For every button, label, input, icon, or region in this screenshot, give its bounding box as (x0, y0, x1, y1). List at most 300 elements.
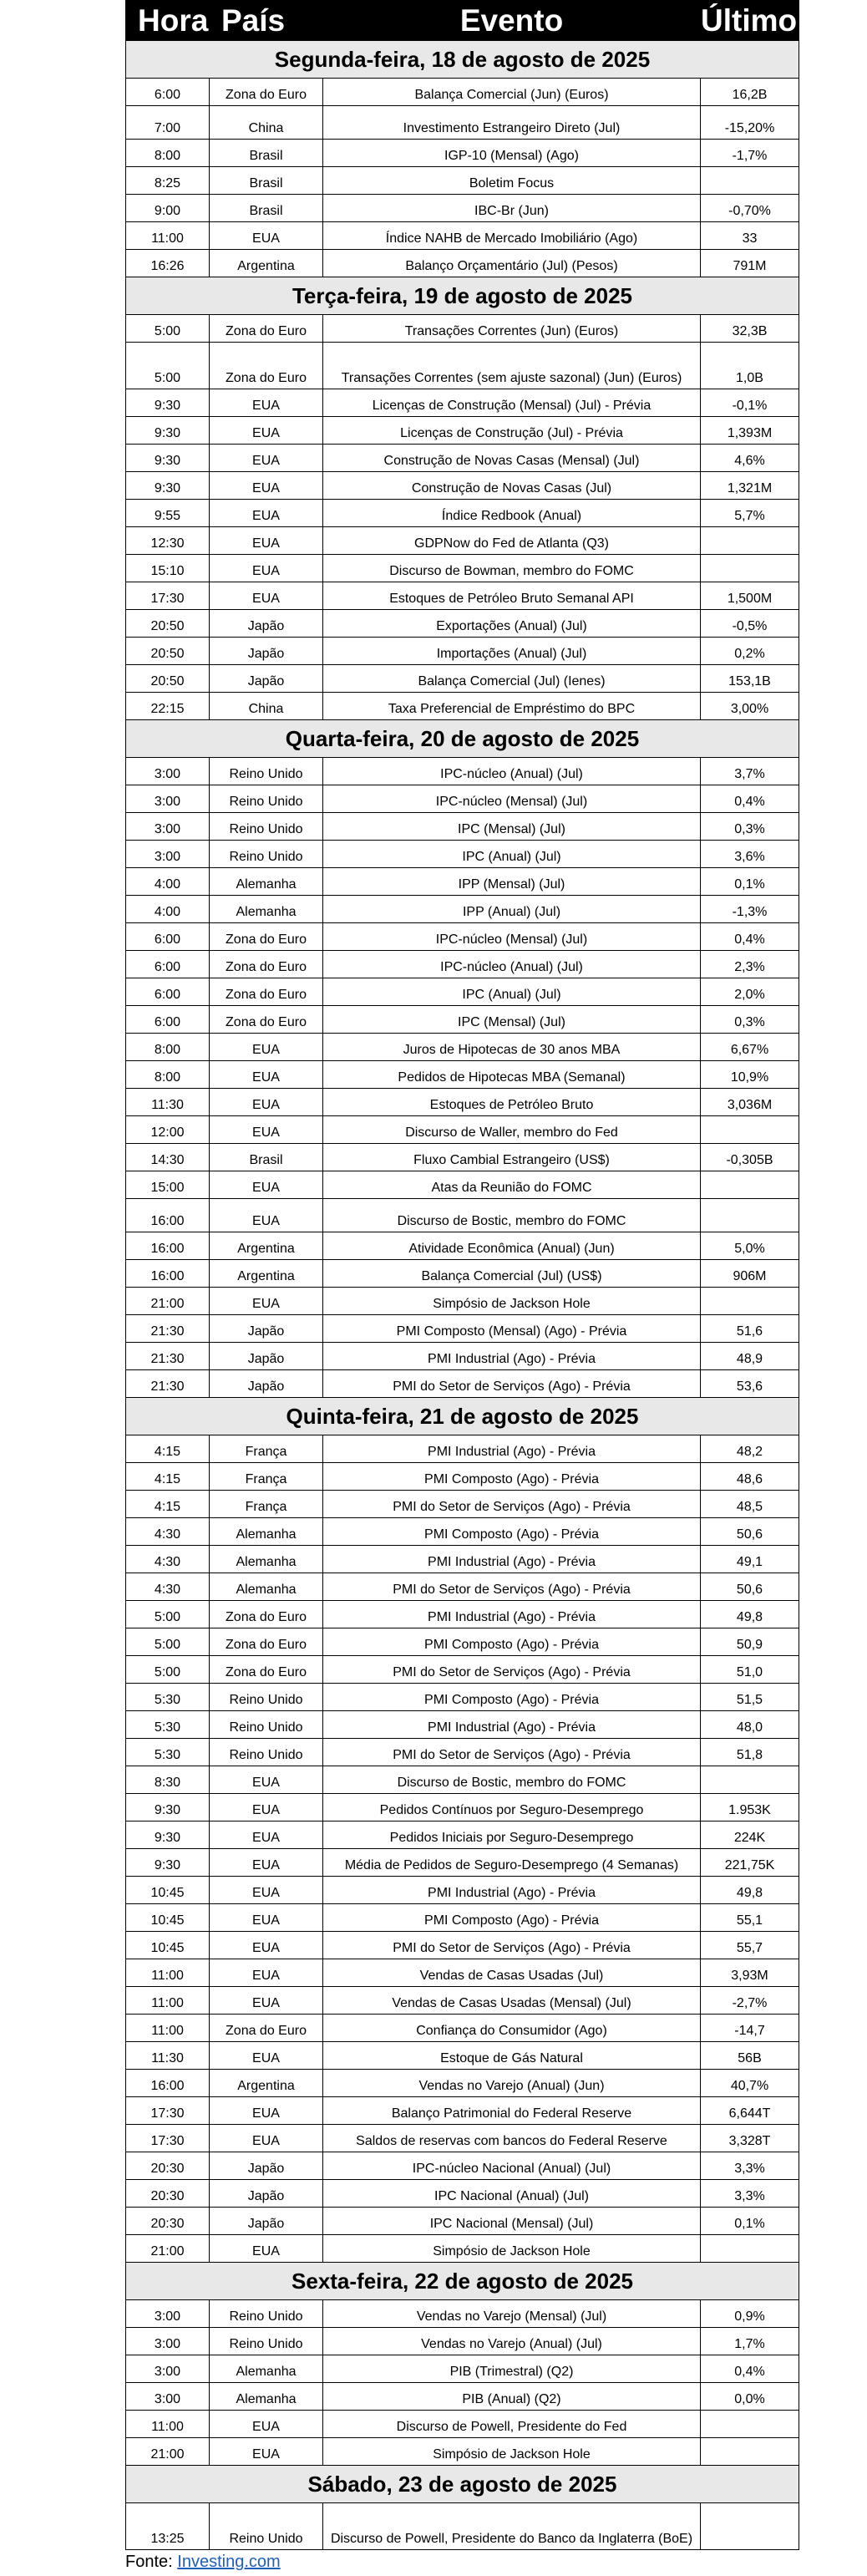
cell-pais: Brasil (210, 140, 323, 167)
cell-evento: Transações Correntes (sem ajuste sazonal) (Jun) (Euros) (323, 343, 701, 389)
cell-evento: PMI do Setor de Serviços (Ago) - Prévia (323, 1573, 701, 1601)
cell-hora: 16:26 (126, 250, 210, 277)
cell-hora: 10:45 (126, 1932, 210, 1959)
table-header (126, 1, 799, 41)
cell-evento: IPC (Mensal) (Jul) (323, 1006, 701, 1034)
cell-ultimo: 48,0 (701, 1711, 799, 1739)
day-title: Terça-feira, 19 de agosto de 2025 (126, 277, 799, 315)
cell-hora: 17:30 (126, 2097, 210, 2125)
cell-ultimo: 1,393M (701, 417, 799, 445)
cell-evento: Importações (Anual) (Jul) (323, 638, 701, 665)
cell-hora: 5:00 (126, 343, 210, 389)
cell-hora: 13:25 (126, 2503, 210, 2550)
cell-pais: Japão (210, 1315, 323, 1343)
table-row (126, 250, 799, 277)
table-row (126, 1794, 799, 1821)
table-row (126, 2070, 799, 2097)
table-row (126, 868, 799, 896)
cell-evento: Balanço Patrimonial do Federal Reserve (323, 2097, 701, 2125)
cell-hora: 11:30 (126, 1089, 210, 1116)
cell-hora: 4:30 (126, 1546, 210, 1573)
cell-hora: 6:00 (126, 1006, 210, 1034)
cell-ultimo: 49,1 (701, 1546, 799, 1573)
cell-pais: Alemanha (210, 1546, 323, 1573)
cell-ultimo: 55,7 (701, 1932, 799, 1959)
table-row (126, 1849, 799, 1877)
cell-evento: IBC-Br (Jun) (323, 195, 701, 222)
cell-hora: 11:30 (126, 2042, 210, 2070)
cell-ultimo: -15,20% (701, 106, 799, 140)
cell-hora: 5:30 (126, 1684, 210, 1711)
cell-hora: 22:15 (126, 693, 210, 720)
day-title: Sábado, 23 de agosto de 2025 (126, 2466, 799, 2503)
table-row (126, 1491, 799, 1518)
cell-ultimo: 51,6 (701, 1315, 799, 1343)
cell-evento: Discurso de Powell, Presidente do Fed (323, 2411, 701, 2438)
cell-ultimo: 0,1% (701, 2208, 799, 2235)
table-row (126, 1711, 799, 1739)
cell-evento: Vendas no Varejo (Anual) (Jul) (323, 2328, 701, 2355)
table-row (126, 79, 799, 106)
table-row (126, 1089, 799, 1116)
cell-hora: 4:30 (126, 1573, 210, 1601)
cell-ultimo: 3,00% (701, 693, 799, 720)
cell-hora: 9:30 (126, 445, 210, 472)
cell-hora: 10:45 (126, 1877, 210, 1904)
cell-evento: GDPNow do Fed de Atlanta (Q3) (323, 527, 701, 555)
cell-hora: 20:50 (126, 665, 210, 693)
table-row (126, 896, 799, 923)
table-row (126, 1601, 799, 1628)
table-row (126, 106, 799, 140)
cell-hora: 10:45 (126, 1904, 210, 1932)
day-header-row (126, 2263, 799, 2300)
cell-hora: 6:00 (126, 79, 210, 106)
table-row (126, 1260, 799, 1288)
cell-pais: França (210, 1491, 323, 1518)
cell-pais: Argentina (210, 250, 323, 277)
cell-pais: EUA (210, 472, 323, 500)
cell-hora: 5:30 (126, 1711, 210, 1739)
table-row (126, 1573, 799, 1601)
table-body (126, 41, 799, 2550)
table-row (126, 1821, 799, 1849)
cell-ultimo: -0,305B (701, 1144, 799, 1171)
cell-ultimo: 16,2B (701, 79, 799, 106)
cell-hora: 7:00 (126, 106, 210, 140)
cell-ultimo: 5,7% (701, 500, 799, 527)
cell-pais: EUA (210, 1116, 323, 1144)
table-row (126, 1987, 799, 2015)
day-header-row (126, 720, 799, 758)
cell-hora: 6:00 (126, 951, 210, 978)
cell-evento: Média de Pedidos de Seguro-Desemprego (4 Semanas) (323, 1849, 701, 1877)
cell-ultimo: 0,1% (701, 868, 799, 896)
cell-hora: 16:00 (126, 2070, 210, 2097)
table-row (126, 785, 799, 813)
cell-hora: 9:30 (126, 1849, 210, 1877)
cell-pais: Zona do Euro (210, 315, 323, 343)
cell-pais: EUA (210, 389, 323, 417)
cell-pais: Brasil (210, 1144, 323, 1171)
cell-hora: 9:30 (126, 1821, 210, 1849)
cell-ultimo (701, 1288, 799, 1315)
cell-evento: PMI Industrial (Ago) - Prévia (323, 1546, 701, 1573)
cell-ultimo: 1.953K (701, 1794, 799, 1821)
table-row (126, 1766, 799, 1794)
cell-hora: 21:00 (126, 2235, 210, 2263)
cell-hora: 5:00 (126, 315, 210, 343)
economic-calendar-table (125, 0, 799, 2550)
cell-hora: 8:30 (126, 1766, 210, 1794)
cell-ultimo (701, 1171, 799, 1199)
cell-evento: Pedidos de Hipotecas MBA (Semanal) (323, 1061, 701, 1089)
cell-hora: 3:00 (126, 758, 210, 785)
table-row (126, 1518, 799, 1546)
cell-pais: Zona do Euro (210, 1006, 323, 1034)
cell-evento: IPP (Mensal) (Jul) (323, 868, 701, 896)
cell-evento: PMI Industrial (Ago) - Prévia (323, 1877, 701, 1904)
cell-evento: Vendas no Varejo (Anual) (Jun) (323, 2070, 701, 2097)
cell-ultimo: 51,5 (701, 1684, 799, 1711)
cell-hora: 4:30 (126, 1518, 210, 1546)
header-evento: Evento (323, 1, 701, 41)
table-row (126, 813, 799, 841)
cell-ultimo: -0,1% (701, 389, 799, 417)
table-row (126, 1315, 799, 1343)
cell-evento: Investimento Estrangeiro Direto (Jul) (323, 106, 701, 140)
cell-hora: 9:55 (126, 500, 210, 527)
table-row (126, 2015, 799, 2042)
table-row (126, 841, 799, 868)
table-row (126, 2208, 799, 2235)
cell-pais: Japão (210, 638, 323, 665)
table-row (126, 978, 799, 1006)
table-row (126, 638, 799, 665)
cell-pais: Alemanha (210, 868, 323, 896)
cell-evento: PMI do Setor de Serviços (Ago) - Prévia (323, 1739, 701, 1766)
cell-pais: Brasil (210, 167, 323, 195)
cell-evento: IPC-núcleo (Anual) (Jul) (323, 951, 701, 978)
cell-pais: França (210, 1463, 323, 1491)
table-row (126, 2235, 799, 2263)
cell-evento: PMI Composto (Ago) - Prévia (323, 1463, 701, 1491)
table-row (126, 693, 799, 720)
table-row (126, 1370, 799, 1398)
cell-ultimo: 3,3% (701, 2180, 799, 2208)
cell-hora: 4:00 (126, 896, 210, 923)
cell-hora: 5:00 (126, 1601, 210, 1628)
cell-evento: PIB (Trimestral) (Q2) (323, 2355, 701, 2383)
table-row (126, 2300, 799, 2328)
cell-pais: EUA (210, 1171, 323, 1199)
table-row (126, 1343, 799, 1370)
cell-hora: 20:50 (126, 610, 210, 638)
cell-evento: PMI Composto (Mensal) (Ago) - Prévia (323, 1315, 701, 1343)
cell-ultimo (701, 2411, 799, 2438)
cell-pais: Argentina (210, 2070, 323, 2097)
cell-evento: Atas da Reunião do FOMC (323, 1171, 701, 1199)
table-row (126, 1463, 799, 1491)
header-pais: País (210, 1, 323, 41)
cell-evento: IPP (Anual) (Jul) (323, 896, 701, 923)
cell-pais: Argentina (210, 1260, 323, 1288)
cell-evento: Índice Redbook (Anual) (323, 500, 701, 527)
cell-hora: 3:00 (126, 2355, 210, 2383)
cell-pais: EUA (210, 1904, 323, 1932)
cell-hora: 15:10 (126, 555, 210, 582)
table-row (126, 555, 799, 582)
table-row (126, 2180, 799, 2208)
table-row (126, 1932, 799, 1959)
cell-ultimo: 5,0% (701, 1232, 799, 1260)
cell-hora: 6:00 (126, 923, 210, 951)
cell-evento: Exportações (Anual) (Jul) (323, 610, 701, 638)
cell-hora: 20:30 (126, 2208, 210, 2235)
cell-hora: 5:00 (126, 1628, 210, 1656)
cell-pais: EUA (210, 527, 323, 555)
cell-pais: China (210, 106, 323, 140)
cell-pais: Reino Unido (210, 2503, 323, 2550)
cell-evento: Discurso de Bowman, membro do FOMC (323, 555, 701, 582)
cell-evento: Construção de Novas Casas (Mensal) (Jul) (323, 445, 701, 472)
cell-hora: 8:00 (126, 140, 210, 167)
cell-ultimo: 3,3% (701, 2152, 799, 2180)
cell-pais: Reino Unido (210, 2300, 323, 2328)
table-row (126, 1199, 799, 1232)
cell-ultimo: 32,3B (701, 315, 799, 343)
table-row (126, 500, 799, 527)
cell-hora: 5:00 (126, 1656, 210, 1684)
cell-ultimo: 40,7% (701, 2070, 799, 2097)
day-title: Quinta-feira, 21 de agosto de 2025 (126, 1398, 799, 1435)
cell-hora: 11:00 (126, 2015, 210, 2042)
cell-evento: Boletim Focus (323, 167, 701, 195)
cell-ultimo (701, 1116, 799, 1144)
table-row (126, 758, 799, 785)
table-row (126, 923, 799, 951)
cell-hora: 9:00 (126, 195, 210, 222)
cell-ultimo: 1,0B (701, 343, 799, 389)
cell-hora: 21:30 (126, 1315, 210, 1343)
table-row (126, 1116, 799, 1144)
cell-pais: EUA (210, 1877, 323, 1904)
cell-ultimo: 50,9 (701, 1628, 799, 1656)
cell-pais: Reino Unido (210, 1739, 323, 1766)
cell-pais: Reino Unido (210, 785, 323, 813)
table-row (126, 140, 799, 167)
cell-evento: IPC-núcleo (Mensal) (Jul) (323, 785, 701, 813)
cell-hora: 11:00 (126, 1987, 210, 2015)
cell-hora: 14:30 (126, 1144, 210, 1171)
cell-evento: Simpósio de Jackson Hole (323, 2235, 701, 2263)
cell-pais: Zona do Euro (210, 1628, 323, 1656)
cell-evento: Juros de Hipotecas de 30 anos MBA (323, 1034, 701, 1061)
cell-ultimo: 0,4% (701, 923, 799, 951)
cell-hora: 9:30 (126, 472, 210, 500)
table-row (126, 582, 799, 610)
cell-ultimo: 55,1 (701, 1904, 799, 1932)
table-row (126, 2503, 799, 2550)
table-row (126, 2383, 799, 2411)
table-row (126, 665, 799, 693)
cell-evento: Licenças de Construção (Mensal) (Jul) - Prévia (323, 389, 701, 417)
cell-ultimo (701, 167, 799, 195)
cell-ultimo: 2,3% (701, 951, 799, 978)
cell-ultimo: 3,7% (701, 758, 799, 785)
cell-hora: 5:30 (126, 1739, 210, 1766)
cell-hora: 16:00 (126, 1232, 210, 1260)
cell-ultimo: 0,4% (701, 2355, 799, 2383)
cell-evento: IPC (Mensal) (Jul) (323, 813, 701, 841)
cell-pais: Reino Unido (210, 1684, 323, 1711)
cell-pais: Japão (210, 665, 323, 693)
cell-ultimo: 10,9% (701, 1061, 799, 1089)
table-row (126, 2411, 799, 2438)
cell-hora: 17:30 (126, 2125, 210, 2152)
cell-evento: PMI Composto (Ago) - Prévia (323, 1518, 701, 1546)
cell-pais: EUA (210, 1932, 323, 1959)
cell-ultimo: 791M (701, 250, 799, 277)
cell-hora: 3:00 (126, 813, 210, 841)
cell-pais: Reino Unido (210, 841, 323, 868)
table-row (126, 2328, 799, 2355)
day-title: Segunda-feira, 18 de agosto de 2025 (126, 41, 799, 79)
day-header-row (126, 1398, 799, 1435)
table-row (126, 1546, 799, 1573)
cell-ultimo (701, 1766, 799, 1794)
cell-ultimo: 51,0 (701, 1656, 799, 1684)
cell-evento: IPC Nacional (Anual) (Jul) (323, 2180, 701, 2208)
cell-pais: EUA (210, 2438, 323, 2466)
cell-hora: 3:00 (126, 2383, 210, 2411)
cell-evento: Pedidos Iniciais por Seguro-Desemprego (323, 1821, 701, 1849)
table-row (126, 1171, 799, 1199)
cell-evento: Discurso de Powell, Presidente do Banco da Inglaterra (BoE) (323, 2503, 701, 2550)
cell-ultimo: 0,4% (701, 785, 799, 813)
source-link[interactable]: Investing.com (177, 2553, 281, 2571)
cell-ultimo: -1,7% (701, 140, 799, 167)
cell-evento: Balança Comercial (Jul) (US$) (323, 1260, 701, 1288)
cell-evento: PMI Industrial (Ago) - Prévia (323, 1435, 701, 1463)
cell-hora: 4:15 (126, 1491, 210, 1518)
cell-pais: Reino Unido (210, 2328, 323, 2355)
cell-ultimo (701, 2438, 799, 2466)
cell-pais: EUA (210, 1821, 323, 1849)
cell-ultimo: 51,8 (701, 1739, 799, 1766)
table-row (126, 1288, 799, 1315)
cell-ultimo (701, 2503, 799, 2550)
cell-pais: Zona do Euro (210, 1656, 323, 1684)
cell-evento: PMI do Setor de Serviços (Ago) - Prévia (323, 1932, 701, 1959)
cell-pais: EUA (210, 2042, 323, 2070)
cell-hora: 9:30 (126, 389, 210, 417)
table-row (126, 951, 799, 978)
cell-ultimo: 0,0% (701, 2383, 799, 2411)
day-header-row (126, 2466, 799, 2503)
cell-pais: Japão (210, 1370, 323, 1398)
cell-pais: Zona do Euro (210, 343, 323, 389)
cell-ultimo: 53,6 (701, 1370, 799, 1398)
cell-evento: Construção de Novas Casas (Jul) (323, 472, 701, 500)
cell-pais: Alemanha (210, 1573, 323, 1601)
cell-pais: EUA (210, 445, 323, 472)
cell-pais: EUA (210, 1849, 323, 1877)
table-row (126, 1006, 799, 1034)
cell-hora: 21:30 (126, 1370, 210, 1398)
cell-evento: Pedidos Contínuos por Seguro-Desemprego (323, 1794, 701, 1821)
cell-ultimo: -0,5% (701, 610, 799, 638)
table-row (126, 1034, 799, 1061)
table-row (126, 445, 799, 472)
cell-pais: EUA (210, 1794, 323, 1821)
table-row (126, 2125, 799, 2152)
table-row (126, 1904, 799, 1932)
cell-ultimo: 4,6% (701, 445, 799, 472)
cell-pais: Zona do Euro (210, 951, 323, 978)
cell-evento: PMI do Setor de Serviços (Ago) - Prévia (323, 1656, 701, 1684)
table-row (126, 1061, 799, 1089)
cell-pais: Japão (210, 1343, 323, 1370)
cell-pais: Alemanha (210, 896, 323, 923)
cell-evento: Balança Comercial (Jul) (Ienes) (323, 665, 701, 693)
cell-pais: Japão (210, 2180, 323, 2208)
cell-pais: Zona do Euro (210, 978, 323, 1006)
cell-ultimo: 50,6 (701, 1518, 799, 1546)
day-title: Sexta-feira, 22 de agosto de 2025 (126, 2263, 799, 2300)
cell-ultimo: 6,644T (701, 2097, 799, 2125)
cell-evento: PMI Composto (Ago) - Prévia (323, 1628, 701, 1656)
cell-ultimo: 48,2 (701, 1435, 799, 1463)
cell-pais: EUA (210, 1766, 323, 1794)
cell-pais: EUA (210, 1199, 323, 1232)
cell-pais: EUA (210, 2235, 323, 2263)
table-row (126, 1232, 799, 1260)
cell-ultimo: 224K (701, 1821, 799, 1849)
cell-evento: Índice NAHB de Mercado Imobiliário (Ago) (323, 222, 701, 250)
cell-evento: Estoques de Petróleo Bruto Semanal API (323, 582, 701, 610)
cell-pais: Reino Unido (210, 813, 323, 841)
cell-pais: Alemanha (210, 2383, 323, 2411)
table-row (126, 315, 799, 343)
table-row (126, 1684, 799, 1711)
cell-pais: China (210, 693, 323, 720)
table-row (126, 2438, 799, 2466)
cell-evento: IPC-núcleo (Anual) (Jul) (323, 758, 701, 785)
cell-ultimo: 0,9% (701, 2300, 799, 2328)
cell-pais: EUA (210, 1034, 323, 1061)
source-note (125, 2553, 281, 2572)
cell-pais: EUA (210, 1288, 323, 1315)
table-row (126, 167, 799, 195)
cell-evento: PMI do Setor de Serviços (Ago) - Prévia (323, 1491, 701, 1518)
cell-hora: 16:00 (126, 1260, 210, 1288)
cell-hora: 11:00 (126, 2411, 210, 2438)
cell-evento: Estoque de Gás Natural (323, 2042, 701, 2070)
cell-hora: 8:00 (126, 1034, 210, 1061)
cell-ultimo: 48,6 (701, 1463, 799, 1491)
cell-hora: 4:00 (126, 868, 210, 896)
cell-evento: IPC (Anual) (Jul) (323, 978, 701, 1006)
cell-pais: Alemanha (210, 1518, 323, 1546)
table-row (126, 527, 799, 555)
cell-ultimo: 1,321M (701, 472, 799, 500)
cell-ultimo: 56B (701, 2042, 799, 2070)
cell-evento: Vendas de Casas Usadas (Jul) (323, 1959, 701, 1987)
cell-ultimo: 6,67% (701, 1034, 799, 1061)
cell-pais: EUA (210, 1061, 323, 1089)
cell-pais: EUA (210, 222, 323, 250)
